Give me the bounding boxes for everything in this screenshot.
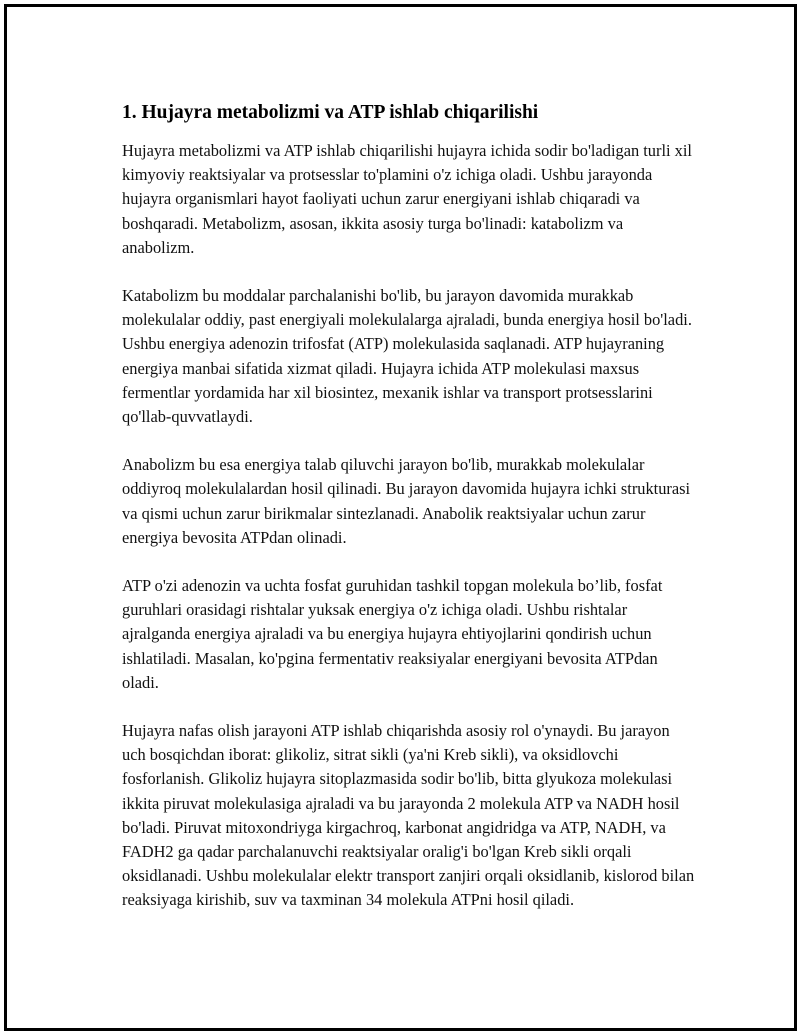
section-heading: 1. Hujayra metabolizmi va ATP ishlab chiqarilishi (122, 102, 539, 123)
paragraph-cellular-respiration: Hujayra nafas olish jarayoni ATP ishlab chiqarishda asosiy rol o'ynaydi. Bu jarayon uch bosqichdan iborat: glikoliz, sitrat sikli (ya'ni Kreb sikli), va oksidlovchi fosforlanish. Glikoliz hujayra sitoplazmasida sodir bo'lib, bitta glyukoza molekulasi ikkita piruvat molekulasiga ajraladi va bu jarayonda 2 molekula ATP va NADH hosil bo'ladi. Piruvat mitoxondriyga kirgachroq, karbonat angidridga va ATP, NADH, va FADH2 ga qadar parchalanuvchi reaktsiyalar oralig'i bo'lgan Kreb sikli orqali oksidlanadi. Ushbu molekulalar elektr transport zanjiri orqali oksidlanib, kislorod bilan reaksiyaga kirishib, suv va taxminan 34 molekula ATPni hosil qiladi. (122, 721, 695, 910)
paragraph-anabolism: Anabolizm bu esa energiya talab qiluvchi jarayon bo'lib, murakkab molekulalar oddiyroq molekulalardan hosil qilinadi. Bu jarayon davomida hujayra ichki strukturasi va qismi uchun zarur birikmalar sintezlanadi. Anabolik reaktsiyalar uchun zarur energiya bevosita ATPdan olinadi. (122, 455, 691, 547)
document-body (120, 100, 695, 937)
paragraph-catabolism: Katabolizm bu moddalar parchalanishi bo'lib, bu jarayon davomida murakkab molekulalar oddiy, past energiyali molekulalarga ajraladi, bunda energiya hosil bo'ladi. Ushbu energiya adenozin trifosfat (ATP) molekulasida saqlanadi. ATP hujayraning energiya manbai sifatida xizmat qiladi. Hujayra ichida ATP molekulasi maxsus fermentlar yordamida har xil biosintez, mexanik ishlar va transport protsesslarini qo'llab-quvvatlaydi. (122, 286, 692, 427)
paragraph-atp-structure: ATP o'zi adenozin va uchta fosfat guruhidan tashkil topgan molekula bo’lib, fosfat guruhlari orasidagi rishtalar yuksak energiya o'z ichiga oladi. Ushbu rishtalar ajralganda energiya ajraladi va bu energiya hujayra ehtiyojlarini qondirish uchun ishlatiladi. Masalan, ko'pgina fermentativ reaksiyalar energiyani bevosita ATPdan oladi. (122, 576, 663, 692)
page-border (4, 4, 797, 1031)
paragraph-metabolism-intro: Hujayra metabolizmi va ATP ishlab chiqarilishi hujayra ichida sodir bo'ladigan turli xil kimyoviy reaktsiyalar va protsesslar to'plamini o'z ichiga oladi. Ushbu jarayonda hujayra organismlari hayot faoliyati uchun zarur energiyani ishlab chiqaradi va boshqaradi. Metabolizm, asosan, ikkita asosiy turga bo'linadi: katabolizm va anabolizm. (122, 141, 692, 257)
